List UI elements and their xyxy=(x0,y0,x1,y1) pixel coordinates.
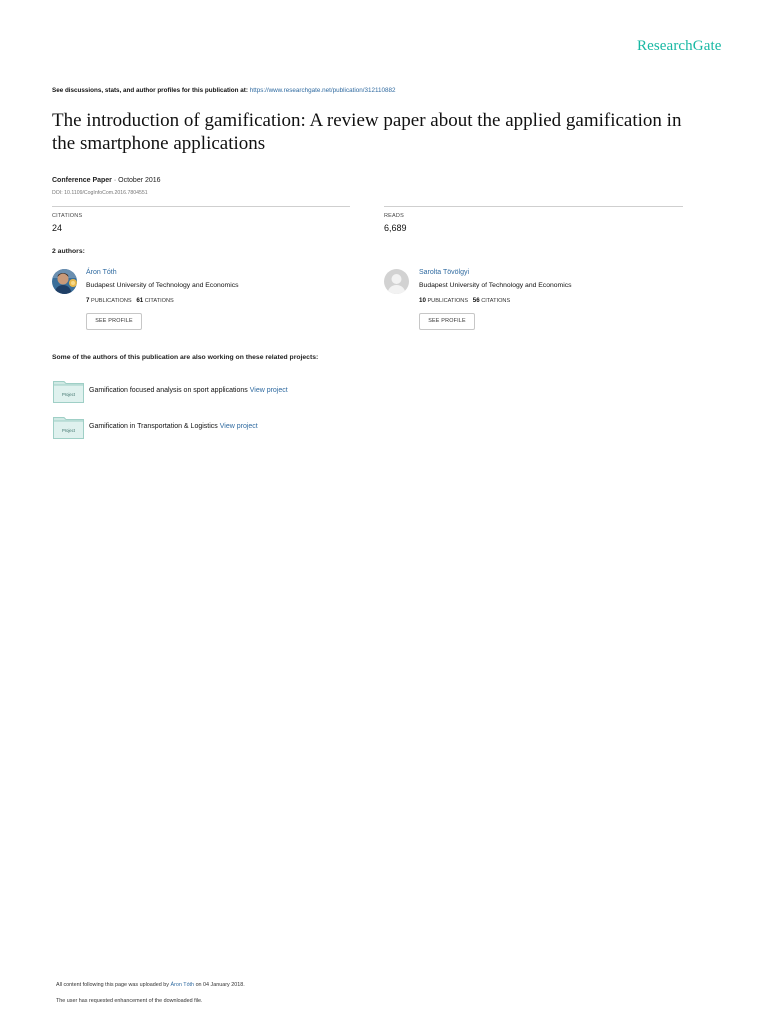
upload-note xyxy=(56,982,245,988)
paper-date: · October 2016 xyxy=(113,177,161,184)
author-publications-count-2: 10 xyxy=(419,297,426,304)
authors-heading: 2 authors: xyxy=(52,248,85,255)
project-folder-icon-2 xyxy=(53,415,84,439)
author-stats-2 xyxy=(419,297,510,304)
see-profile-button-2[interactable]: SEE PROFILE xyxy=(419,313,475,330)
view-project-link-1[interactable]: View project xyxy=(249,387,288,394)
discussion-line xyxy=(52,87,396,94)
related-projects-heading: Some of the authors of this publication are also working on these related projects: xyxy=(52,354,319,361)
author-citations-label-1: CITATIONS xyxy=(144,298,174,304)
author-citations-count-1: 61 xyxy=(136,297,144,304)
author-name-1[interactable]: Áron Tóth xyxy=(86,269,117,276)
upload-note-suffix: on 04 January 2018. xyxy=(195,982,245,988)
see-profile-button-1[interactable]: SEE PROFILE xyxy=(86,313,142,330)
upload-note-prefix: All content following this page was uploaded by xyxy=(56,982,169,988)
project-folder-icon-1 xyxy=(53,379,84,403)
project-title-2: Gamification in Transportation & Logistics xyxy=(89,423,218,430)
author-publications-count-1: 7 xyxy=(86,297,90,304)
author-name-2[interactable]: Sarolta Tövölgyi xyxy=(419,269,470,276)
project-item-1 xyxy=(89,387,288,394)
paper-title: The introduction of gamification: A review paper about the applied gamification in the smartphone applications xyxy=(52,110,682,154)
author-stats-1 xyxy=(86,297,174,304)
citations-label: CITATIONS xyxy=(52,213,83,219)
publication-url-link[interactable]: https://www.researchgate.net/publication/312110882 xyxy=(249,87,396,94)
default-user-icon xyxy=(384,269,409,294)
project-item-2 xyxy=(89,423,258,430)
uploader-link[interactable]: Áron Tóth xyxy=(170,982,195,988)
author-institution-2: Budapest University of Technology and Economics xyxy=(419,282,572,289)
author-publications-label-1: PUBLICATIONS xyxy=(91,298,132,304)
divider-citations xyxy=(52,206,350,207)
author-publications-label-2: PUBLICATIONS xyxy=(427,298,469,304)
avatar-photo-icon xyxy=(52,269,77,294)
paper-doi: DOI: 10.1109/CogInfoCom.2016.7804551 xyxy=(52,190,148,196)
paper-type-line xyxy=(52,177,161,184)
author-avatar-2[interactable] xyxy=(384,269,409,294)
view-project-link-2[interactable]: View project xyxy=(219,423,258,430)
author-citations-count-2: 56 xyxy=(472,297,480,304)
reads-label: READS xyxy=(384,213,404,219)
divider-reads xyxy=(384,206,683,207)
enhancement-note: The user has requested enhancement of the downloaded file. xyxy=(56,998,203,1004)
author-citations-label-2: CITATIONS xyxy=(481,298,511,304)
project-title-1: Gamification focused analysis on sport applications xyxy=(89,387,248,394)
researchgate-logo[interactable]: ResearchGate xyxy=(637,38,722,54)
project-icon-label-2: Project xyxy=(61,428,76,433)
author-avatar-1[interactable] xyxy=(52,269,77,294)
paper-type: Conference Paper xyxy=(52,177,112,184)
discussion-text: See discussions, stats, and author profiles for this publication at: xyxy=(52,87,248,94)
author-institution-1: Budapest University of Technology and Economics xyxy=(86,282,239,289)
reads-value: 6,689 xyxy=(384,223,407,233)
citations-value: 24 xyxy=(52,223,63,233)
project-icon-label-1: Project xyxy=(61,392,76,397)
